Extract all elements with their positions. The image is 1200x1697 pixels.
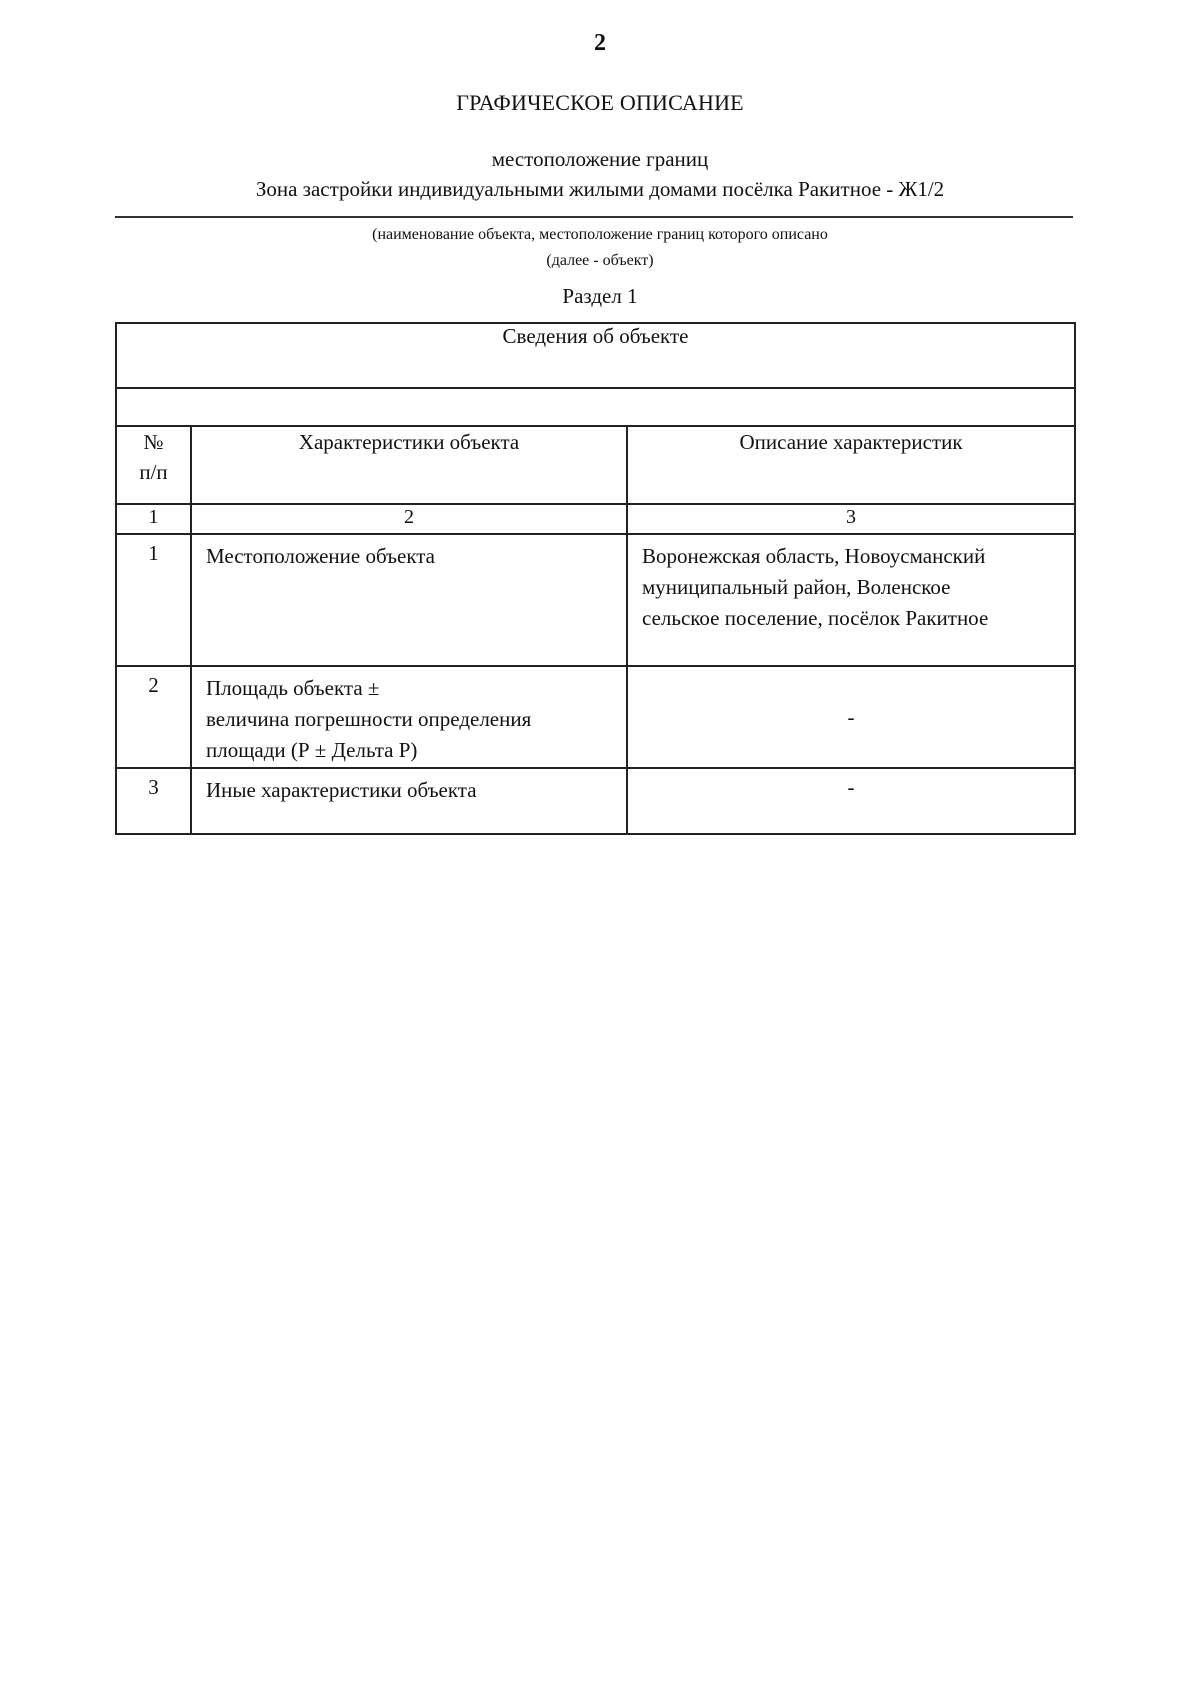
characteristic-line: Иные характеристики объекта bbox=[206, 778, 477, 802]
subtitle-line-1: местоположение границ bbox=[491, 147, 709, 171]
description-line: - bbox=[847, 775, 855, 799]
subtitle-line-2: Зона застройки индивидуальными жилыми домами посёлка Ракитное - Ж1/2 bbox=[255, 177, 945, 201]
characteristic-line: Площадь объекта ± bbox=[206, 676, 380, 700]
column-header-number-line-2: п/п bbox=[139, 460, 168, 484]
column-header-row bbox=[116, 426, 1075, 504]
description-line: - bbox=[847, 704, 855, 729]
column-header-description: Описание характеристик bbox=[627, 426, 1075, 504]
table-empty-row bbox=[116, 388, 1075, 426]
object-info-table bbox=[115, 322, 1076, 835]
subtitle-block bbox=[0, 144, 1200, 204]
empty-cell bbox=[116, 388, 1075, 426]
column-number-2: 2 bbox=[191, 504, 627, 534]
row-characteristic bbox=[191, 534, 627, 666]
column-number-3: 3 bbox=[627, 504, 1075, 534]
table-heading: Сведения об объекте bbox=[116, 323, 1075, 388]
table-row bbox=[116, 768, 1075, 834]
section-label: Раздел 1 bbox=[562, 284, 638, 308]
row-number: 3 bbox=[116, 768, 191, 834]
caption-line-2: (далее - объект) bbox=[546, 252, 654, 269]
characteristic-line: Местоположение объекта bbox=[206, 544, 436, 568]
caption-line-1: (наименование объекта, местоположение границ которого описано bbox=[372, 226, 828, 243]
table-row bbox=[116, 666, 1075, 768]
page-number: 2 bbox=[594, 30, 606, 56]
row-number: 2 bbox=[116, 666, 191, 768]
object-caption bbox=[0, 222, 1200, 274]
column-header-number bbox=[116, 426, 191, 504]
table-row bbox=[116, 534, 1075, 666]
column-header-number-line-1: № bbox=[143, 430, 164, 454]
column-number-row bbox=[116, 504, 1075, 534]
table-heading-row bbox=[116, 323, 1075, 388]
document-title: ГРАФИЧЕСКОЕ ОПИСАНИЕ bbox=[456, 90, 744, 115]
row-number: 1 bbox=[116, 534, 191, 666]
title-underline bbox=[115, 216, 1073, 218]
row-description bbox=[627, 534, 1075, 666]
row-characteristic bbox=[191, 666, 627, 768]
characteristic-line: величина погрешности определения bbox=[206, 707, 532, 731]
column-number-1: 1 bbox=[116, 504, 191, 534]
description-line: Воронежская область, Новоусманский bbox=[642, 544, 986, 568]
row-description bbox=[627, 666, 1075, 768]
row-characteristic bbox=[191, 768, 627, 834]
column-header-characteristics: Характеристики объекта bbox=[191, 426, 627, 504]
row-description bbox=[627, 768, 1075, 834]
description-line: сельское поселение, посёлок Ракитное bbox=[642, 606, 989, 630]
characteristic-line: площади (Р ± Дельта Р) bbox=[206, 738, 418, 762]
description-line: муниципальный район, Воленское bbox=[642, 575, 951, 599]
